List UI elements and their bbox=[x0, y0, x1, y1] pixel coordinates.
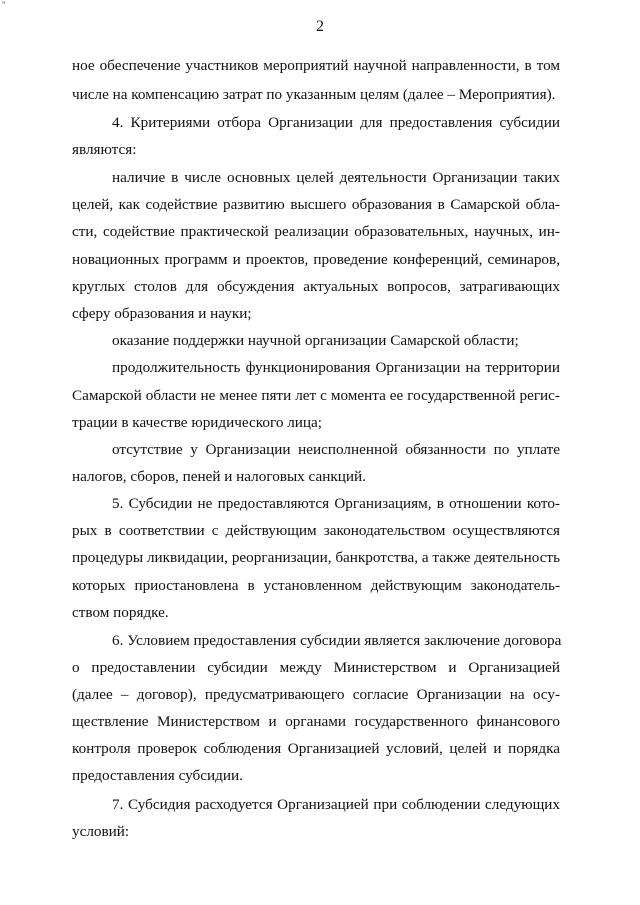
text-line: о предоставлении субсидии между Министерством и Организацией bbox=[72, 659, 560, 676]
corner-mark: " bbox=[2, 0, 6, 10]
text-line: продолжительность функционирования Организации на территории bbox=[112, 359, 560, 376]
text-line: процедуры ликвидации, реорганизации, банкротства, а также деятельность bbox=[72, 549, 560, 566]
text-line: наличие в числе основных целей деятельности Организации таких bbox=[112, 169, 560, 186]
text-line: 5. Субсидии не предоставляются Организациям, в отношении кото- bbox=[112, 495, 560, 512]
text-line: оказание поддержки научной организации Самарской области; bbox=[112, 332, 519, 349]
text-line: рых в соответствии с действующим законодательством осуществляются bbox=[72, 522, 560, 539]
text-line: ством порядке. bbox=[72, 604, 169, 621]
text-line: сти, содействие практической реализации образовательных, научных, ин- bbox=[72, 223, 560, 240]
text-line: Самарской области не менее пяти лет с момента ее государственной регис- bbox=[72, 387, 560, 404]
text-line: (далее – договор), предусматривающего согласие Организации на осу- bbox=[72, 686, 560, 703]
text-line: ное обеспечение участников мероприятий научной направленности, в том bbox=[72, 57, 560, 74]
text-line: числе на компенсацию затрат по указанным целям (далее – Мероприятия). bbox=[72, 86, 556, 103]
text-line: ществление Министерством и органами государственного финансового bbox=[72, 713, 560, 730]
text-line: предоставления субсидии. bbox=[72, 767, 243, 784]
text-line: круглых столов для обсуждения актуальных вопросов, затрагивающих bbox=[72, 278, 560, 295]
text-line: являются: bbox=[72, 141, 137, 158]
text-line: условий: bbox=[72, 823, 130, 840]
text-line: 4. Критериями отбора Организации для предоставления субсидии bbox=[112, 114, 560, 131]
text-line: 7. Субсидия расходуется Организацией при соблюдении следующих bbox=[112, 796, 560, 813]
page-number: 2 bbox=[316, 18, 324, 35]
text-line: которых приостановлена в установленном действующим законодатель- bbox=[72, 577, 560, 594]
text-line: налогов, сборов, пеней и налоговых санкций. bbox=[72, 468, 366, 485]
text-line: 6. Условием предоставления субсидии является заключение договора bbox=[112, 632, 562, 649]
text-line: сферу образования и науки; bbox=[72, 305, 252, 322]
text-line: отсутствие у Организации неисполненной обязанности по уплате bbox=[112, 441, 560, 458]
text-line: контроля проверок соблюдения Организацией условий, целей и порядка bbox=[72, 740, 560, 757]
text-line: трации в качестве юридического лица; bbox=[72, 414, 322, 431]
text-line: целей, как содействие развитию высшего образования в Самарской обла- bbox=[72, 196, 560, 213]
text-line: новационных программ и проектов, проведение конференций, семинаров, bbox=[72, 251, 560, 268]
